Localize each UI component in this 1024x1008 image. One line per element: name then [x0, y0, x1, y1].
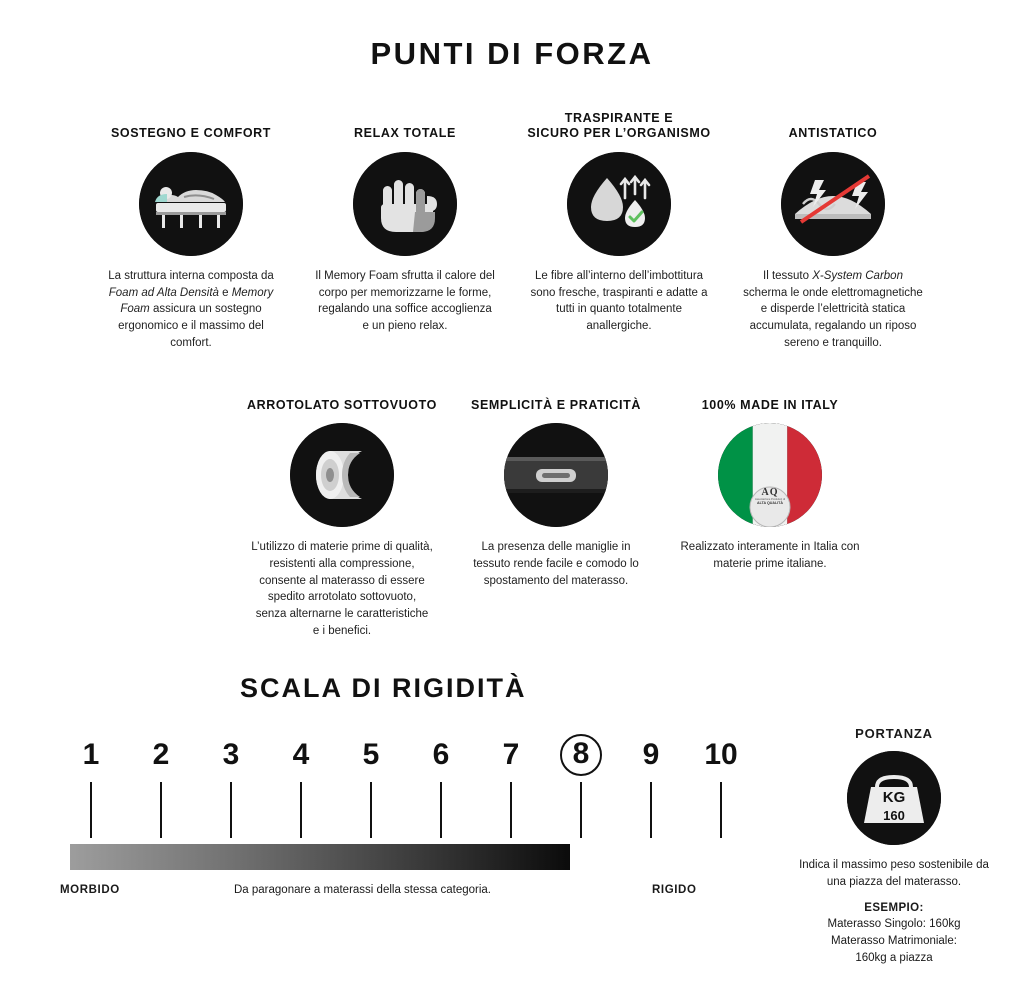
feature-text-part: e	[218, 286, 232, 299]
features-row-1	[0, 110, 1024, 351]
features-row-2	[0, 381, 1024, 639]
scale-number-5[interactable]: 5	[362, 738, 380, 772]
scale-title: SCALA DI RIGIDITÀ	[240, 673, 527, 704]
portanza-title: PORTANZA	[855, 726, 933, 741]
feature-title-line: TRASPIRANTE E	[564, 110, 674, 125]
feature-text-emphasis: X-System Carbon	[812, 270, 903, 282]
feature-text: Le fibre all’interno dell’imbottitura sono fresche, traspiranti e adatte a tutti in quanto totalmente anallergiche.	[530, 270, 708, 333]
kg-weight-icon	[847, 751, 941, 845]
feature-text	[96, 268, 286, 351]
scale-number-4[interactable]: 4	[292, 738, 310, 772]
scale-number-8-selected[interactable]: 8	[546, 734, 616, 776]
feature-text: La presenza delle maniglie in tessuto rende facile e comodo lo spostamento del materasso.	[473, 541, 639, 587]
scale-label-soft: MORBIDO	[60, 884, 120, 897]
feature-text-emphasis: Foam ad Alta Densità	[108, 286, 219, 299]
hand-imprint-memory-foam-icon	[353, 152, 457, 256]
water-drop-breathable-icon	[567, 152, 671, 256]
feature-title-line: SICURO PER L’ORGANISMO	[527, 126, 711, 141]
scale-tick	[90, 782, 93, 838]
mattress-handle-icon	[504, 423, 608, 527]
feature-text-part: scherma le onde elettromagnetiche e disperde l’elettricità statica accumulata, regalando un riposo sereno e tranquillo.	[743, 286, 923, 349]
feature-traspirante	[524, 110, 714, 335]
scale-tick	[650, 782, 653, 838]
feature-text: L’utilizzo di materie prime di qualità, resistenti alla compressione, consente al materasso di essere spedito arrotolato sottovuoto, senza alternarne le caratteristiche e i benefici.	[251, 541, 433, 637]
badge-initials: AQ	[761, 487, 779, 499]
page-title: PUNTI DI FORZA	[370, 36, 654, 71]
feature-text: Realizzato interamente in Italia con materie prime italiane.	[680, 541, 860, 571]
feature-title	[527, 110, 710, 142]
feature-title: ANTISTATICO	[788, 126, 878, 141]
scale-number-1[interactable]: 1	[82, 738, 100, 772]
scale-tick	[300, 782, 303, 838]
portanza-description: Indica il massimo peso sostenibile da una piazza del materasso.	[799, 859, 989, 888]
scale-ticks	[56, 782, 756, 838]
scale-label-firm: RIGIDO	[652, 884, 697, 897]
scale-tick	[230, 782, 233, 838]
feature-text-part: La struttura interna composta da	[108, 270, 274, 282]
scale-number-6[interactable]: 6	[432, 738, 450, 772]
badge-line-1: Associazione Produttori di	[755, 498, 785, 502]
rolled-mattress-vacuum-icon	[290, 423, 394, 527]
person-sleeping-on-mattress-icon	[139, 152, 243, 256]
feature-title: SEMPLICITÀ E PRATICITÀ	[471, 397, 641, 412]
alta-qualita-badge	[750, 487, 790, 506]
feature-text-part: Il tessuto	[763, 270, 813, 282]
kg-value-label: 160	[883, 808, 905, 823]
feature-title: ARROTOLATO SOTTOVUOTO	[247, 397, 437, 412]
portanza-example-title: ESEMPIO:	[864, 902, 924, 915]
scale-tick	[510, 782, 513, 838]
scale-tick	[370, 782, 373, 838]
infographic-page	[0, 36, 1024, 1008]
badge-line-2: ALTA QUALITÀ	[757, 501, 783, 506]
feature-title: 100% MADE IN ITALY	[701, 397, 839, 412]
antistatic-lightning-icon	[781, 152, 885, 256]
feature-arrotolato-sottovuoto	[247, 381, 437, 639]
scale-tick	[440, 782, 443, 838]
feature-semplicita-praticita	[461, 381, 651, 589]
scale-number-10[interactable]: 10	[704, 738, 738, 772]
feature-sostegno-e-comfort	[96, 110, 286, 351]
feature-text-emphasis: Memory Foam	[120, 286, 274, 316]
feature-text-part: assicura un sostegno ergonomico e il massimo del comfort.	[118, 303, 264, 349]
scale-label-note: Da paragonare a materassi della stessa categoria.	[234, 884, 491, 897]
feature-title: RELAX TOTALE	[354, 126, 456, 141]
portanza-example-line-3: 160kg a piazza	[855, 951, 933, 964]
scale-number-7[interactable]: 7	[502, 738, 520, 772]
feature-antistatico	[738, 110, 928, 351]
feature-relax-totale	[310, 110, 500, 335]
scale-tick	[160, 782, 163, 838]
scale-wrap	[56, 732, 756, 904]
scale-tick	[720, 782, 723, 838]
feature-made-in-italy	[675, 381, 865, 572]
scale-labels	[56, 884, 756, 904]
scale-number-3[interactable]: 3	[222, 738, 240, 772]
italian-flag-icon	[718, 423, 822, 527]
scale-number-2[interactable]: 2	[152, 738, 170, 772]
feature-text	[738, 268, 928, 351]
portanza-example-line-2: Materasso Matrimoniale:	[831, 935, 957, 948]
portanza-section	[794, 726, 994, 966]
rigidity-gradient-bar	[70, 844, 570, 870]
scale-numbers	[56, 732, 756, 778]
scale-tick	[580, 782, 583, 838]
scale-number-9[interactable]: 9	[642, 738, 660, 772]
feature-text: Il Memory Foam sfrutta il calore del corpo per memorizzarne le forme, regalando una soffice accoglienza e un pieno relax.	[315, 270, 495, 333]
feature-title: SOSTEGNO E COMFORT	[110, 126, 272, 141]
kg-unit-label: KG	[882, 789, 906, 806]
portanza-example-line-1: Materasso Singolo: 160kg	[827, 918, 961, 931]
